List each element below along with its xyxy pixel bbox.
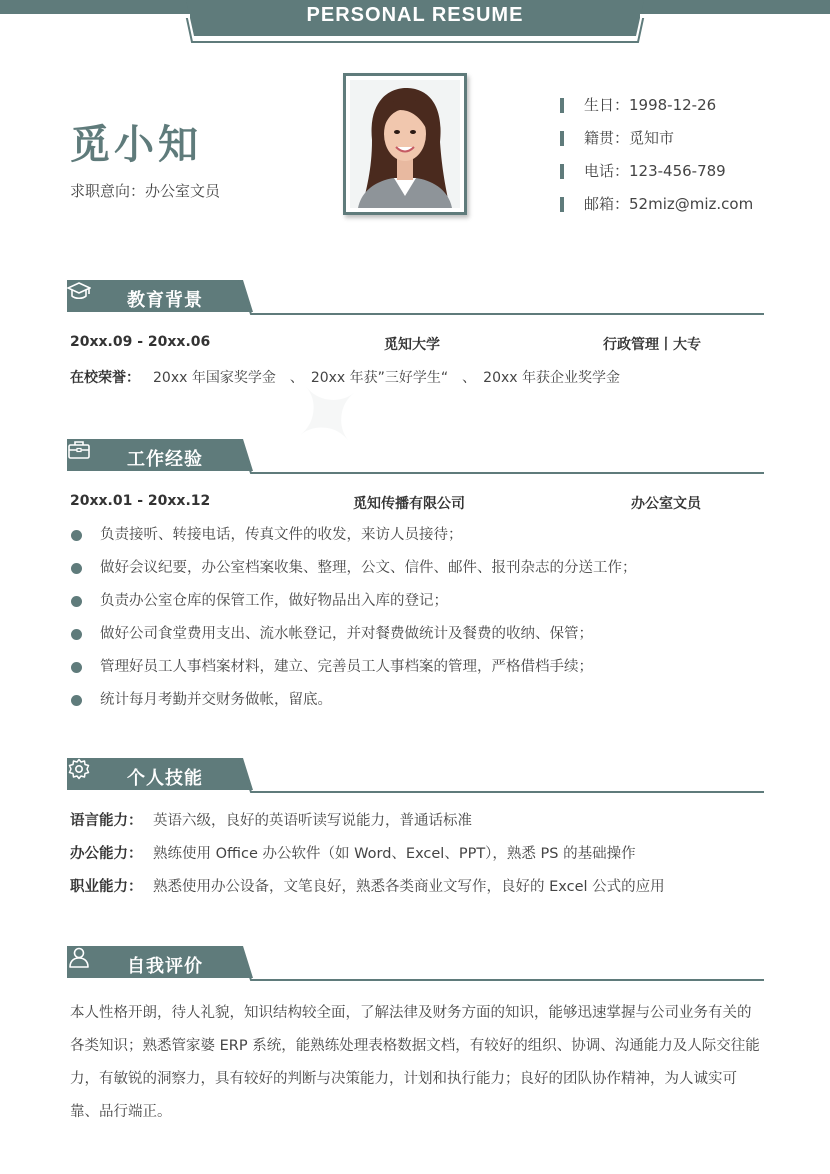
phone-text: 电话：123-456-789 (584, 162, 726, 180)
self-title: 自我评价 (127, 956, 203, 977)
education-row (70, 334, 760, 356)
skill-text: 熟练使用 Office 办公软件（如 Word、Excel、PPT），熟悉 PS 的基础操作 (153, 846, 636, 862)
education-title: 教育背景 (127, 290, 203, 311)
bullet-dot (71, 662, 82, 673)
candidate-name: 觅小知 (70, 122, 202, 168)
list-item (70, 557, 637, 590)
email-text: 邮箱：52miz@miz.com (584, 195, 754, 213)
skill-label: 职业能力： (70, 879, 143, 895)
info-marker (560, 98, 564, 113)
honors-line (70, 367, 620, 387)
honors-text: 20xx 年国家奖学金 、 20xx 年获”三好学生“ 、 20xx 年获企业奖学金 (153, 370, 621, 386)
education-section-header (67, 280, 764, 316)
duty-text: 做好会议纪要，办公室档案收集、整理，公文、信件、邮件、报刊杂志的分送工作； (100, 560, 637, 576)
work-title: 工作经验 (127, 449, 203, 470)
user-icon (67, 946, 91, 968)
skill-office (70, 843, 665, 876)
contact-info (560, 94, 753, 226)
profile-photo (343, 73, 467, 215)
gear-icon (67, 758, 91, 780)
duty-text: 做好公司食堂费用支出、流水帐登记，并对餐费做统计及餐费的收纳、保管； (100, 626, 593, 642)
work-period: 20xx.01 - 20xx.12 (70, 493, 211, 509)
skills-section-header (67, 758, 764, 794)
duty-text: 负责办公室仓库的保管工作，做好物品出入库的登记； (100, 593, 448, 609)
list-item (70, 590, 637, 623)
education-school: 觅知大学 (384, 337, 440, 353)
job-objective: 求职意向：办公室文员 (70, 182, 221, 200)
phone-item (560, 160, 753, 193)
bullet-dot (71, 596, 82, 607)
skill-language (70, 810, 665, 843)
watermark: ✦ (266, 344, 399, 481)
education-period: 20xx.09 - 20xx.06 (70, 334, 211, 350)
bullet-dot (71, 695, 82, 706)
birthday-item (560, 94, 753, 127)
list-item (70, 524, 637, 557)
work-section-header (67, 439, 764, 475)
work-company: 觅知传播有限公司 (353, 496, 465, 512)
self-section-header (67, 946, 764, 982)
bullet-dot (71, 629, 82, 640)
work-position: 办公室文员 (631, 496, 701, 512)
skill-label: 办公能力： (70, 846, 143, 862)
bullet-dot (71, 563, 82, 574)
info-marker (560, 197, 564, 212)
skill-text: 英语六级，良好的英语听读写说能力，普通话标准 (153, 813, 472, 829)
list-item (70, 623, 637, 656)
info-marker (560, 131, 564, 146)
duty-list (70, 524, 637, 722)
skill-label: 语言能力： (70, 813, 143, 829)
duty-text: 统计每月考勤并交财务做帐，留底。 (100, 692, 332, 708)
education-major: 行政管理丨大专 (603, 337, 701, 353)
hometown-item (560, 127, 753, 160)
list-item (70, 656, 637, 689)
info-marker (560, 164, 564, 179)
honors-label: 在校荣誉： (70, 370, 140, 386)
banner-title: PERSONAL RESUME (306, 4, 524, 26)
work-row (70, 493, 760, 515)
skill-text: 熟悉使用办公设备，文笔良好，熟悉各类商业文写作，良好的 Excel 公式的应用 (153, 879, 665, 895)
self-evaluation-text: 本人性格开朗，待人礼貌，知识结构较全面，了解法律及财务方面的知识，能够迅速掌握与公司业务有关的各类知识；熟悉管家婆 ERP 系统，能熟练处理表格数据文档，有较好的组织、协调、沟通能力及人际交往能力，有敏锐的洞察力，具有较好的判断与决策能力，计划和执行能力；良好的团队协作精神，为人诚实可靠、品行端正。 (70, 1005, 760, 1120)
hometown-text: 籍贯：觅知市 (584, 129, 675, 147)
graduation-cap-icon (67, 280, 91, 302)
briefcase-icon (67, 439, 91, 461)
skills-title: 个人技能 (127, 768, 203, 789)
duty-text: 管理好员工人事档案材料，建立、完善员工人事档案的管理，严格借档手续； (100, 659, 593, 675)
skill-professional (70, 876, 665, 909)
list-item (70, 689, 637, 722)
portrait-image (350, 80, 460, 208)
skill-list (70, 810, 665, 909)
bullet-dot (71, 530, 82, 541)
birthday-text: 生日：1998-12-26 (584, 96, 717, 114)
email-item (560, 193, 753, 226)
duty-text: 负责接听、转接电话，传真文件的收发，来访人员接待； (100, 527, 463, 543)
